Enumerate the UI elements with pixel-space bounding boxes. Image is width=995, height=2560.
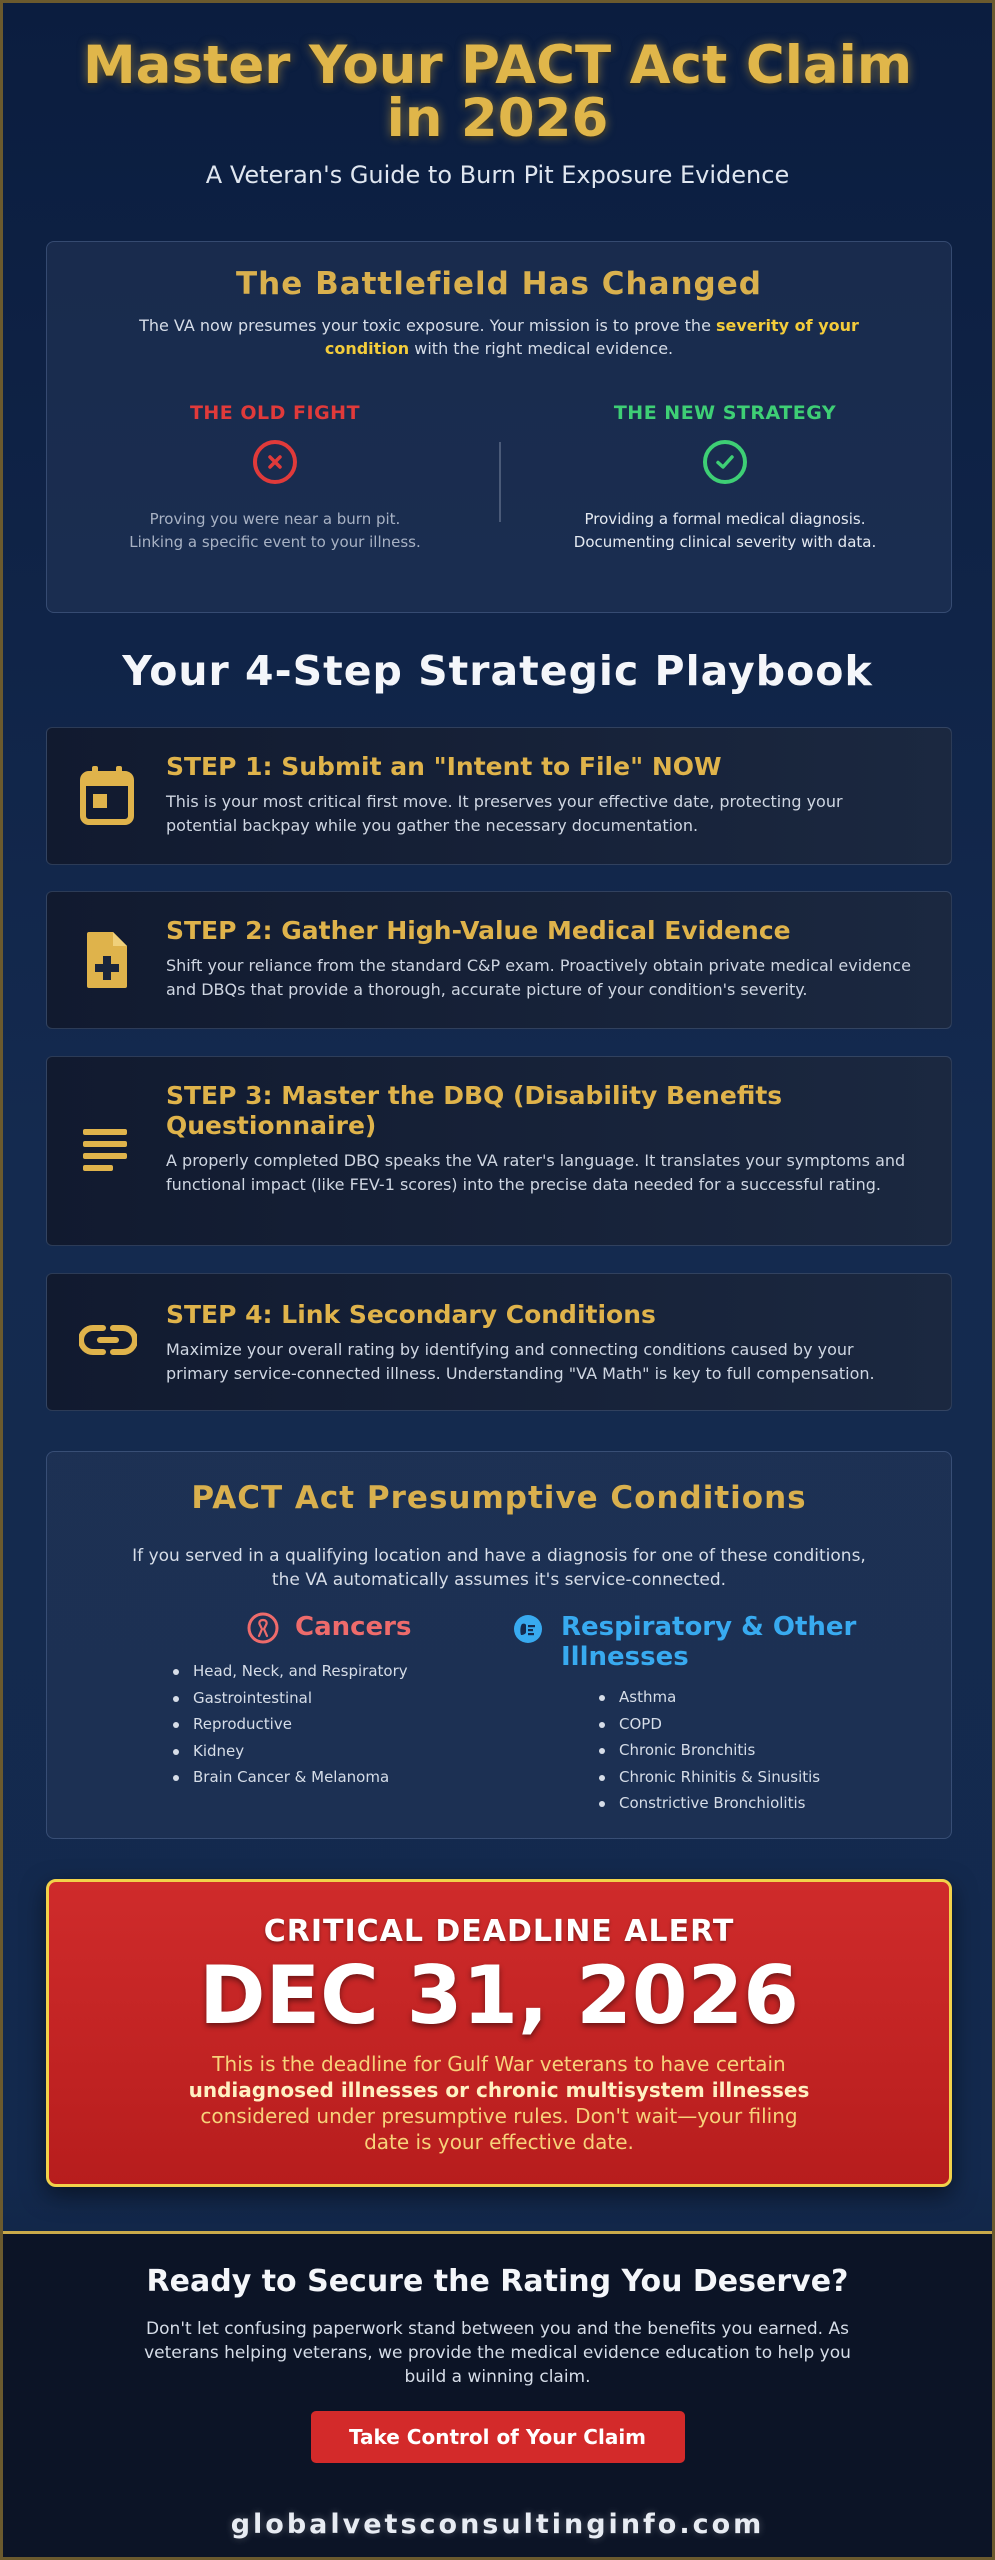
list-item: Brain Cancer & Melanoma	[169, 1764, 481, 1791]
cancers-heading	[121, 1612, 481, 1644]
cancers-column	[121, 1612, 481, 1791]
ribbon-icon	[247, 1612, 279, 1644]
respiratory-heading	[513, 1612, 933, 1672]
old-fight-heading: THE OLD FIGHT	[189, 402, 361, 424]
step-3-description: A properly completed DBQ speaks the VA rater's language. It translates your symptoms and functional impact (like FEV-1 scores) into the precise data needed for a successful rating.	[166, 1151, 906, 1194]
old-fight-line-2: Linking a specific event to your illness.	[129, 533, 421, 551]
list-lines-icon	[79, 1125, 135, 1181]
step-3-title: STEP 3: Master the DBQ (Disability Benefits Questionnaire)	[166, 1081, 783, 1140]
cta-text: Don't let confusing paperwork stand between you and the benefits you earned. As veterans helping veterans, we provide the medical evidence education to help you build a winning claim.	[144, 2319, 851, 2387]
respiratory-list	[595, 1684, 933, 1817]
old-fight-line-1: Proving you were near a burn pit.	[149, 510, 401, 528]
list-item: Constrictive Bronchiolitis	[595, 1790, 933, 1817]
battlefield-title: The Battlefield Has Changed	[236, 266, 762, 302]
link-icon	[79, 1322, 135, 1378]
presumptive-conditions-card	[46, 1451, 952, 1839]
conditions-title: PACT Act Presumptive Conditions	[191, 1480, 807, 1516]
cancers-heading-label: Cancers	[295, 1612, 412, 1642]
step-3-body	[166, 1081, 915, 1197]
list-item: Asthma	[595, 1684, 933, 1711]
new-strategy-column	[515, 402, 935, 554]
deadline-date: DEC 31, 2026	[199, 1949, 799, 2042]
step-2-description: Shift your reliance from the standard C&P exam. Proactively obtain private medical evidence and DBQs that provide a thorough, accurate picture of your condition's severity.	[166, 956, 911, 999]
website-link[interactable]: globalvetsconsultinginfo.com	[230, 2509, 765, 2540]
page-title: Master Your PACT Act Claim in 2026	[82, 35, 913, 149]
step-1-body	[166, 752, 915, 838]
deadline-text-end: considered under presumptive rules. Don't wait—your filing date is your effective date.	[200, 2104, 798, 2154]
old-fight-column	[65, 402, 485, 554]
old-fight-text	[65, 508, 485, 554]
battlefield-card	[46, 241, 952, 613]
deadline-text-strong: undiagnosed illnesses or chronic multisystem illnesses	[188, 2078, 810, 2102]
step-1-title: STEP 1: Submit an "Intent to File" NOW	[166, 752, 722, 781]
playbook-title: Your 4-Step Strategic Playbook	[122, 647, 873, 695]
conditions-text: If you served in a qualifying location and have a diagnosis for one of these conditions, the VA automatically assumes it's service-connected.	[132, 1546, 866, 1590]
new-strategy-heading: THE NEW STRATEGY	[613, 402, 837, 424]
respiratory-column	[513, 1612, 933, 1817]
hero-section	[3, 3, 992, 189]
new-strategy-line-1: Providing a formal medical diagnosis.	[584, 510, 866, 528]
take-control-button[interactable]: Take Control of Your Claim	[311, 2411, 685, 2463]
new-strategy-text	[515, 508, 935, 554]
battlefield-text-highlight: severity of your condition	[324, 316, 859, 358]
cancers-list	[169, 1658, 481, 1791]
list-item: Reproductive	[169, 1711, 481, 1738]
battlefield-text-start: The VA now presumes your toxic exposure. Your mission is to prove the	[139, 316, 716, 335]
step-4-description: Maximize your overall rating by identifying and connecting conditions caused by your primary service-connected illness. Understanding "VA Math" is key to full compensation.	[166, 1340, 875, 1383]
file-plus-icon	[79, 930, 135, 986]
check-mark-icon	[714, 451, 736, 473]
cta-title: Ready to Secure the Rating You Deserve?	[146, 2264, 849, 2299]
battlefield-text	[139, 314, 859, 360]
respiratory-heading-label: Respiratory & Other Illnesses	[561, 1612, 857, 1672]
new-strategy-line-2: Documenting clinical severity with data.	[573, 533, 877, 551]
deadline-label: CRITICAL DEADLINE ALERT	[263, 1914, 735, 1949]
step-card-3	[46, 1056, 952, 1246]
deadline-alert-box	[46, 1879, 952, 2187]
step-card-4	[46, 1273, 952, 1411]
old-vs-new-comparison	[47, 402, 951, 602]
list-item: Chronic Bronchitis	[595, 1737, 933, 1764]
step-4-body	[166, 1300, 915, 1386]
step-2-title: STEP 2: Gather High-Value Medical Evidence	[166, 916, 791, 945]
step-card-1	[46, 727, 952, 865]
list-item: Kidney	[169, 1738, 481, 1765]
step-4-title: STEP 4: Link Secondary Conditions	[166, 1300, 656, 1329]
x-mark-icon	[265, 452, 285, 472]
list-item: Gastrointestinal	[169, 1685, 481, 1712]
page-subtitle: A Veteran's Guide to Burn Pit Exposure Evidence	[205, 161, 790, 189]
lungs-icon	[513, 1614, 545, 1646]
cta-footer	[3, 2231, 992, 2560]
deadline-text	[179, 2051, 819, 2155]
deadline-text-start: This is the deadline for Gulf War veterans to have certain	[212, 2052, 786, 2076]
comparison-divider	[499, 442, 501, 522]
list-item: COPD	[595, 1711, 933, 1738]
list-item: Head, Neck, and Respiratory	[169, 1658, 481, 1685]
battlefield-text-end: with the right medical evidence.	[409, 339, 674, 358]
check-circle-icon	[703, 440, 747, 484]
calendar-icon	[79, 764, 135, 820]
x-circle-icon	[253, 440, 297, 484]
step-2-body	[166, 916, 915, 1002]
step-1-description: This is your most critical first move. It preserves your effective date, protecting your potential backpay while you gather the necessary documentation.	[166, 792, 843, 835]
step-card-2	[46, 891, 952, 1029]
list-item: Chronic Rhinitis & Sinusitis	[595, 1764, 933, 1791]
